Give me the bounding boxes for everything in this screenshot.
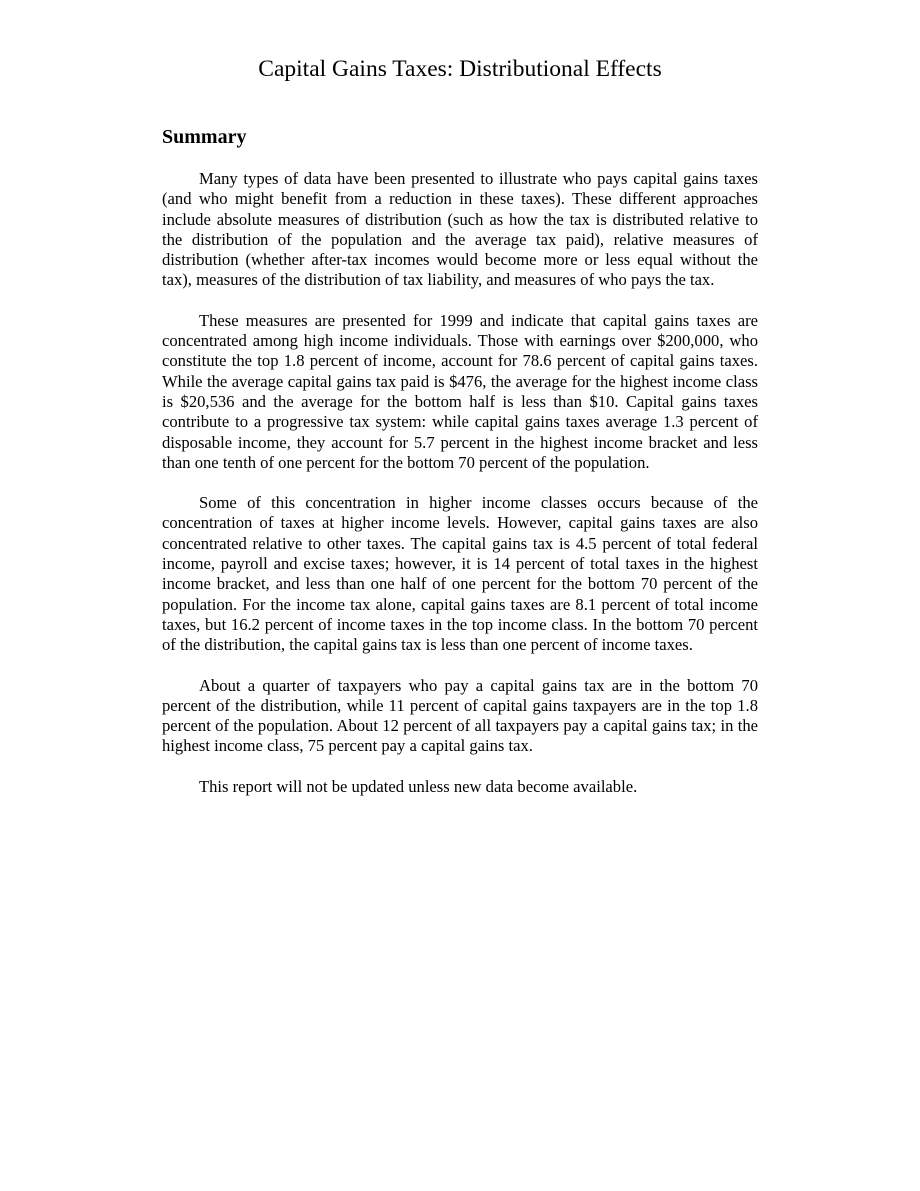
- section-heading-summary: Summary: [162, 126, 247, 148]
- paragraph-5: This report will not be updated unless new data become available.: [199, 776, 638, 796]
- paragraph-1: Many types of data have been presented to illustrate who pays capital gains taxes (and who might benefit from a reduction in these taxes). These different approaches include absolute measures of distribution (such as how the tax is distributed relative to the distribution of the population and the average tax paid), relative measures of distribution (whether after-tax incomes would become more or less equal without the tax), measures of the distribution of tax liability, and measures of who pays the tax.: [162, 169, 758, 290]
- paragraph-4: About a quarter of taxpayers who pay a capital gains tax are in the bottom 70 percent of the distribution, while 11 percent of capital gains taxpayers are in the top 1.8 percent of the population. About 12 percent of all taxpayers pay a capital gains tax; in the highest income class, 75 percent pay a capital gains tax.: [162, 675, 758, 756]
- paragraph-2: These measures are presented for 1999 and indicate that capital gains taxes are concentrated among high income individuals. Those with earnings over $200,000, who constitute the top 1.8 percent of income, account for 78.6 percent of capital gains taxes. While the average capital gains tax paid is $476, the average for the highest income class is $20,536 and the average for the bottom half is less than $10. Capital gains taxes contribute to a progressive tax system: while capital gains taxes average 1.3 percent of disposable income, they account for 5.7 percent in the highest income bracket and less than one tenth of one percent for the bottom 70 percent of the population.: [162, 310, 758, 472]
- document-title: Capital Gains Taxes: Distributional Effects: [258, 56, 662, 82]
- paragraph-3: Some of this concentration in higher income classes occurs because of the concentration of taxes at higher income levels. However, capital gains taxes are also concentrated relative to other taxes. The capital gains tax is 4.5 percent of total federal income, payroll and excise taxes; however, it is 14 percent of total taxes in the highest income bracket, and less than one half of one percent for the bottom 70 percent of the population. For the income tax alone, capital gains taxes are 8.1 percent of total income taxes, but 16.2 percent of income taxes in the top income class. In the bottom 70 percent of the distribution, the capital gains tax is less than one percent of income taxes.: [162, 493, 758, 655]
- summary-body: [162, 169, 758, 817]
